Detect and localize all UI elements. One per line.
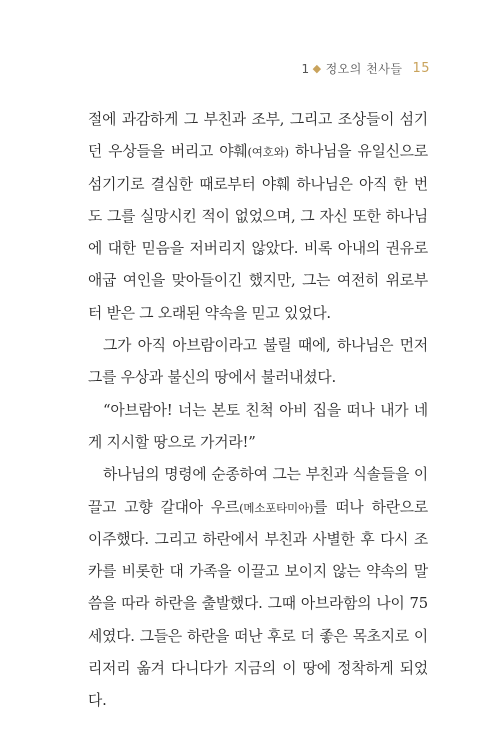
annotation: (메소포타미아) xyxy=(239,500,314,515)
body-text xyxy=(88,104,428,718)
annotation: (여호와) xyxy=(247,145,289,160)
paragraph: 절에 과감하게 그 부친과 조부, 그리고 조상들이 섬기던 우상들을 버리고 야훼(여호와) 하나님을 유일신으로 섬기기로 결심한 때로부터 야훼 하나님은 아직 한 번도 그를 실망시킨 적이 없었으며, 그 자신 또한 하나님에 대한 믿음을 저버리지 않았다. 비록 아내의 권유로 애굽 여인을 맞아들이긴 했지만, 그는 여전히 위로부터 받은 그 오래된 약속을 믿고 있었다. xyxy=(88,111,428,322)
chapter-number: 1 xyxy=(301,61,310,76)
paragraph: 하나님의 명령에 순종하여 그는 부친과 식솔들을 이끌고 고향 갈대아 우르(메소포타미아)를 떠나 하란으로 이주했다. 그리고 하란에서 부친과 사별한 후 다시 조카를 비롯한 대 가족을 이끌고 보이지 않는 약속의 말씀을 따라 하란을 출발했다. 그때 아브라함의 나이 75세였다. 그들은 하란을 떠난 후로 더 좋은 목초지로 이리저리 옮겨 다니다가 지금의 이 땅에 정착하게 되었다. xyxy=(88,466,428,710)
page-number: 15 xyxy=(412,61,430,76)
paragraph: 그가 아직 아브람이라고 불릴 때에, 하나님은 먼저 그를 우상과 불신의 땅에서 불러내셨다. xyxy=(88,337,428,387)
chapter-title: 정오의 천사들 xyxy=(325,62,403,76)
paragraph: “아브람아! 너는 본토 친척 아비 집을 떠나 내가 네게 지시할 땅으로 가거라!” xyxy=(88,401,428,451)
diamond-icon: ◆ xyxy=(312,62,322,75)
running-header xyxy=(301,60,430,77)
